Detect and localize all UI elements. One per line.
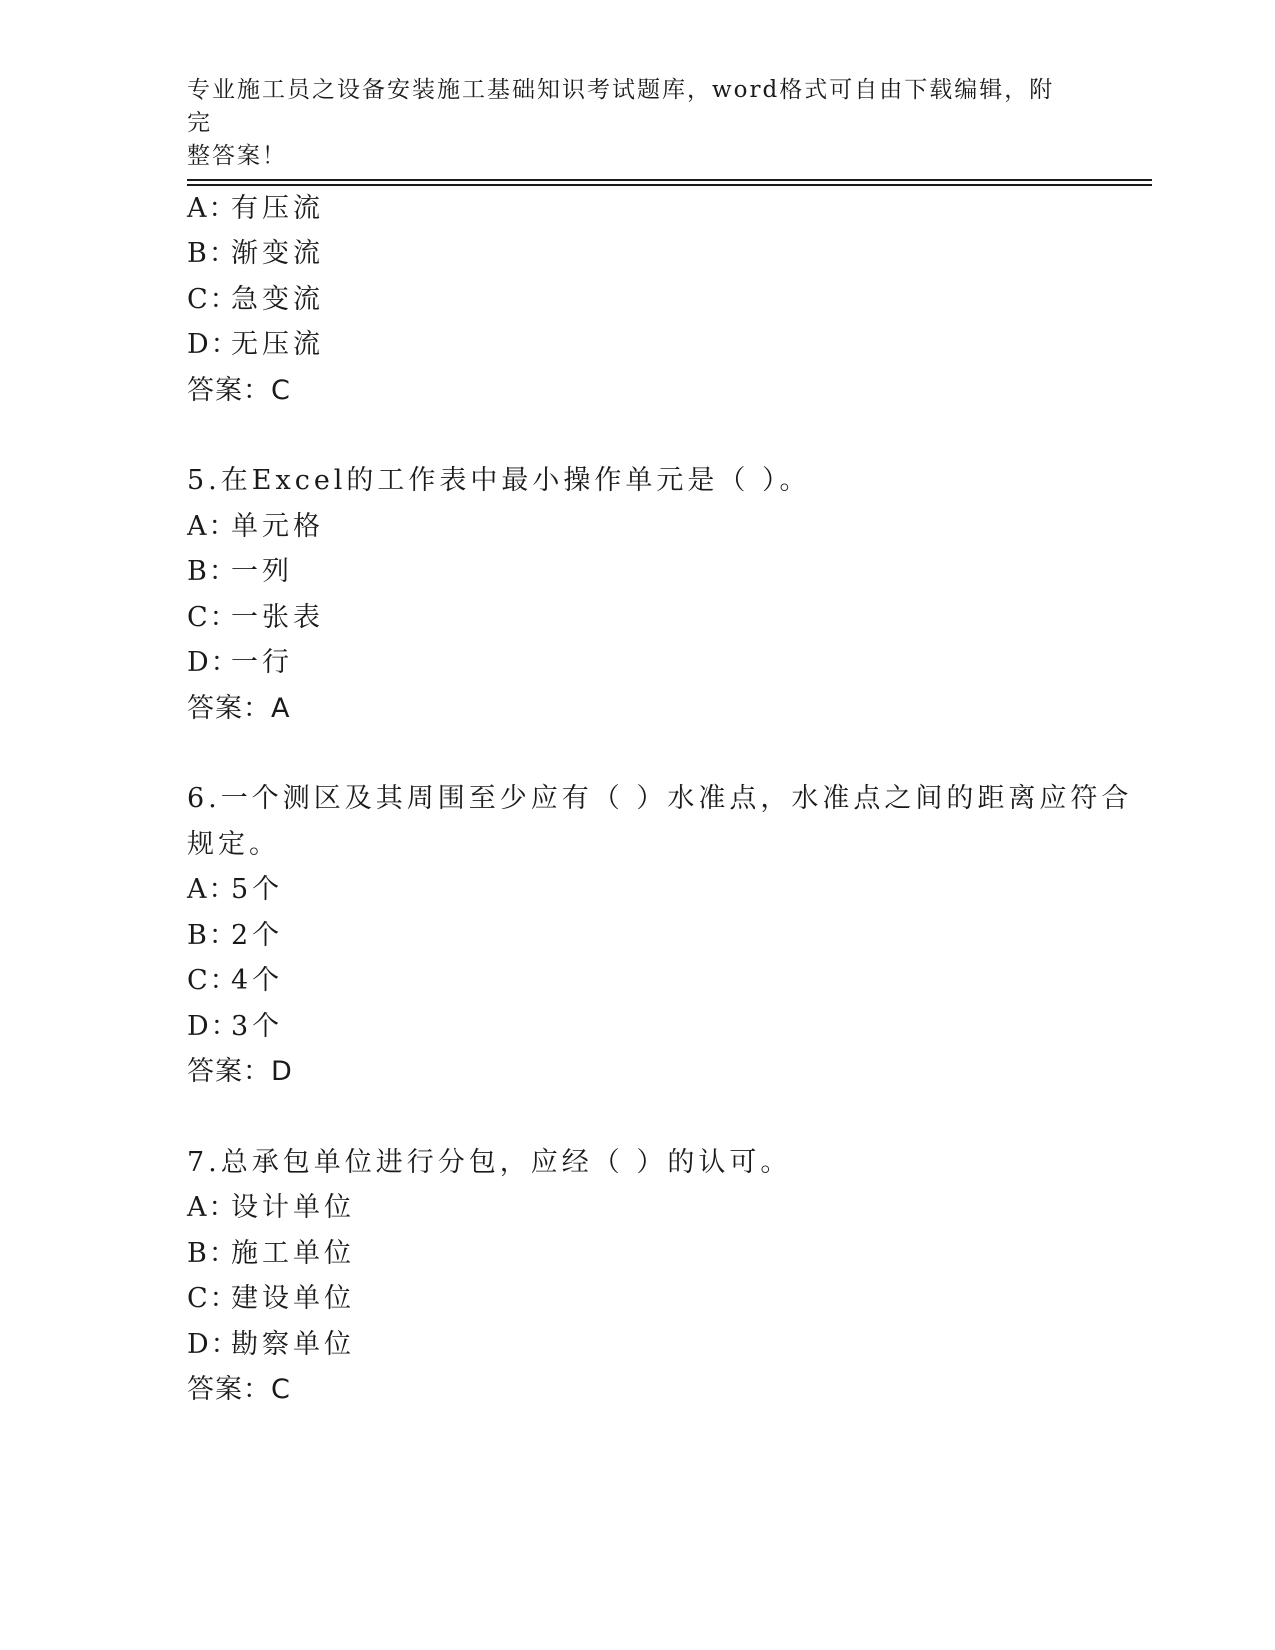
option-b: [187, 1238, 355, 1270]
option-b: [187, 556, 293, 588]
question-6-line-2: 规定。: [187, 829, 280, 860]
option-text: 无压流: [231, 329, 324, 360]
option-letter: B：: [187, 238, 238, 269]
option-text: 急变流: [231, 284, 324, 315]
option-letter: B：: [187, 556, 238, 587]
question-6-line-1: 6.一个测区及其周围至少应有（ ）水准点，水准点之间的距离应符合: [187, 783, 1133, 814]
option-letter: D：: [187, 1329, 240, 1360]
option-text: 渐变流: [231, 238, 324, 269]
option-d: [187, 1329, 355, 1361]
option-letter: D：: [187, 329, 240, 360]
option-a: [187, 1192, 355, 1224]
option-a: [187, 193, 324, 225]
option-text: 5个: [231, 874, 284, 905]
header-line-2: 整答案！: [187, 143, 287, 169]
option-d: [187, 1011, 283, 1043]
answer-line: 答案：D: [187, 1056, 293, 1087]
option-c: [187, 965, 283, 997]
option-c: [187, 1283, 355, 1315]
option-c: [187, 284, 324, 316]
option-text: 一行: [231, 647, 293, 678]
option-letter: A：: [187, 874, 238, 905]
option-text: 建设单位: [231, 1283, 355, 1314]
option-d: [187, 329, 324, 361]
option-letter: C：: [187, 284, 239, 315]
option-b: [187, 238, 324, 270]
option-text: 施工单位: [231, 1238, 355, 1269]
header-line-1: 专业施工员之设备安装施工基础知识考试题库，word格式可自由下载编辑，附完: [187, 77, 1055, 136]
option-letter: D：: [187, 1011, 240, 1042]
option-a: [187, 511, 324, 543]
option-letter: A：: [187, 511, 238, 542]
header-divider-top: [187, 179, 1152, 181]
option-letter: C：: [187, 1283, 239, 1314]
answer-line: 答案：A: [187, 693, 291, 724]
option-b: [187, 920, 283, 952]
answer-line: 答案：C: [187, 1374, 291, 1405]
option-letter: A：: [187, 1192, 238, 1223]
option-a: [187, 874, 283, 906]
option-text: 3个: [231, 1011, 284, 1042]
option-text: 一张表: [231, 602, 324, 633]
option-letter: B：: [187, 920, 238, 951]
option-c: [187, 602, 324, 634]
header-divider-bottom: [187, 184, 1152, 186]
option-letter: B：: [187, 1238, 238, 1269]
option-text: 2个: [231, 920, 284, 951]
option-letter: A：: [187, 193, 238, 224]
answer-line: 答案：C: [187, 375, 291, 406]
option-letter: C：: [187, 965, 239, 996]
option-letter: C：: [187, 602, 239, 633]
option-text: 一列: [231, 556, 293, 587]
question-5: 5.在Excel的工作表中最小操作单元是（ ）。: [187, 465, 811, 496]
option-text: 有压流: [231, 193, 324, 224]
question-7: 7.总承包单位进行分包，应经（ ）的认可。: [187, 1147, 792, 1178]
option-letter: D：: [187, 647, 240, 678]
document-header: [187, 74, 1067, 173]
option-text: 勘察单位: [231, 1329, 355, 1360]
option-d: [187, 647, 293, 679]
option-text: 单元格: [231, 511, 324, 542]
option-text: 设计单位: [231, 1192, 355, 1223]
option-text: 4个: [231, 965, 284, 996]
